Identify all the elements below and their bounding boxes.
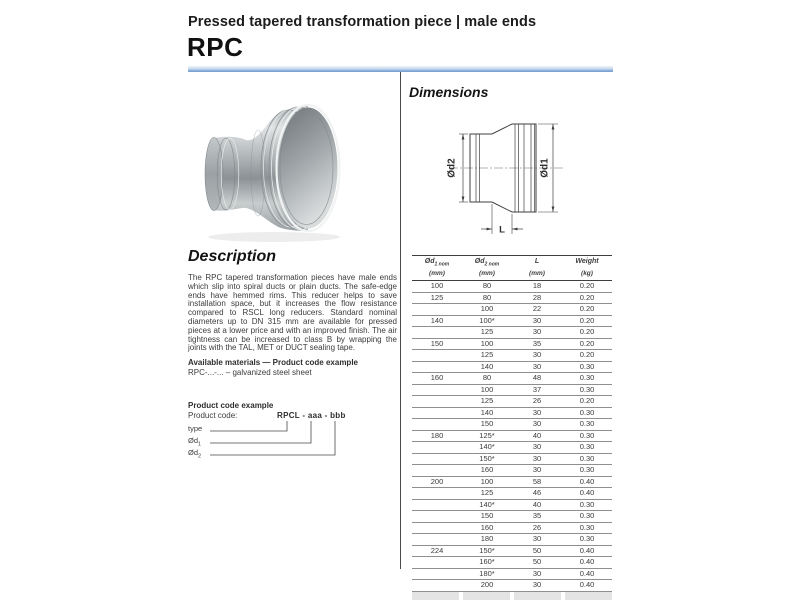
col-header-d1: $Ød_{1 nom}$ [424, 258, 450, 268]
table-row [412, 430, 612, 442]
table-row [412, 545, 612, 557]
table-cell: 0.20 [562, 338, 612, 350]
d2-label: Ød2 [446, 158, 458, 178]
table-row [412, 534, 612, 546]
table-cell: 30 [512, 442, 562, 454]
table-cell [412, 327, 462, 339]
table-cell: 0.30 [562, 442, 612, 454]
next-table-stub [412, 592, 612, 600]
page-subtitle: Pressed tapered transformation piece | male ends [188, 14, 537, 30]
table-cell: 50 [512, 557, 562, 569]
table-cell: 125 [462, 488, 512, 500]
table-row [412, 557, 612, 569]
table-cell: 0.40 [562, 557, 612, 569]
table-cell: 0.40 [562, 488, 612, 500]
table-cell: 180* [462, 568, 512, 580]
table-cell: 140 [462, 407, 512, 419]
table-row [412, 419, 612, 431]
table-cell: 0.30 [562, 534, 612, 546]
table-cell: 0.30 [562, 522, 612, 534]
table-cell: 100 [462, 476, 512, 488]
table-cell: 140* [462, 442, 512, 454]
table-cell: 0.40 [562, 568, 612, 580]
table-cell: 125 [462, 327, 512, 339]
table-cell [412, 384, 462, 396]
table-cell [412, 499, 462, 511]
large-end-opening [279, 108, 338, 229]
table-cell: 0.30 [562, 361, 612, 373]
table-cell: 100 [430, 281, 444, 291]
table-cell: 150 [412, 338, 462, 350]
table-cell: 58 [512, 476, 562, 488]
table-cell [412, 304, 462, 316]
table-cell: 0.20 [562, 396, 612, 408]
table-cell: 100 [462, 338, 512, 350]
dimensions-title: Dimensions [409, 84, 489, 100]
table-row [412, 488, 612, 500]
table-cell: 100 [462, 304, 512, 316]
table-row [412, 350, 612, 362]
table-cell: 125* [462, 430, 512, 442]
col-header-l: L [534, 258, 540, 265]
table-cell [412, 453, 462, 465]
product-code-heading: Product code example [188, 401, 274, 410]
table-row [412, 453, 612, 465]
table-cell: 0.40 [562, 476, 612, 488]
table-cell: 200 [412, 476, 462, 488]
table-cell [412, 361, 462, 373]
table-row [412, 407, 612, 419]
table-cell [412, 488, 462, 500]
table-cell: 0.20 [579, 281, 595, 291]
table-row [412, 304, 612, 316]
dimensions-table-header [412, 256, 612, 281]
table-cell [412, 442, 462, 454]
table-cell [412, 534, 462, 546]
col-unit-d2: (mm) [462, 270, 512, 281]
table-cell: 0.30 [562, 499, 612, 511]
product-photo [196, 96, 361, 244]
table-cell: 30 [512, 580, 562, 592]
table-cell: 160 [412, 373, 462, 385]
table-cell: 150 [462, 511, 512, 523]
table-cell: 100* [462, 315, 512, 327]
table-cell: 80 [462, 292, 512, 304]
table-cell: 140 [462, 361, 512, 373]
col-header-d2: $Ød_{2 nom}$ [474, 258, 500, 268]
table-cell [412, 396, 462, 408]
legend-label-d1: $Ød_1$ [188, 436, 202, 448]
table-cell: 28 [512, 292, 562, 304]
column-divider-line [400, 72, 401, 569]
product-code-diagram [188, 420, 358, 462]
table-cell: 18 [532, 281, 542, 291]
table-cell: 30 [512, 361, 562, 373]
table-cell: 0.30 [562, 453, 612, 465]
d1-label: Ød1 [539, 158, 551, 178]
table-cell: 0.30 [562, 384, 612, 396]
product-code-label: Product code: [188, 411, 238, 420]
table-cell: 100 [462, 384, 512, 396]
table-cell: 30 [512, 315, 562, 327]
materials-line: RPC-...-... – galvanized steel sheet [188, 368, 312, 377]
dimensions-table [412, 255, 612, 592]
table-cell: 150 [462, 419, 512, 431]
materials-heading: Available materials — Product code example [188, 358, 358, 367]
table-cell: 160 [462, 465, 512, 477]
table-row [412, 396, 612, 408]
table-cell: 0.30 [562, 465, 612, 477]
table-cell: 30 [512, 568, 562, 580]
table-cell: 150* [462, 453, 512, 465]
legend-label-type: type [188, 424, 203, 433]
table-cell: 30 [512, 327, 562, 339]
col-unit-d1: (mm) [412, 270, 462, 281]
table-row [412, 522, 612, 534]
table-row [412, 384, 612, 396]
table-cell [412, 465, 462, 477]
table-cell: 0.20 [562, 350, 612, 362]
stub-cell [514, 592, 561, 600]
table-row [412, 338, 612, 350]
table-cell: 30 [512, 407, 562, 419]
drawing-part-outline [470, 124, 536, 212]
table-cell: 35 [512, 511, 562, 523]
table-cell: 150* [462, 545, 512, 557]
table-row [412, 361, 612, 373]
table-cell [412, 557, 462, 569]
table-cell: 0.30 [562, 419, 612, 431]
dimensions-drawing [435, 106, 605, 246]
table-row [412, 476, 612, 488]
col-unit-l: (mm) [512, 270, 562, 281]
table-cell: 46 [512, 488, 562, 500]
legend-label-d2: $Ød_2$ [188, 448, 202, 460]
table-cell: 30 [512, 453, 562, 465]
table-cell: 180 [462, 534, 512, 546]
table-cell: 0.30 [562, 511, 612, 523]
table-cell: 30 [512, 419, 562, 431]
table-row [412, 580, 612, 592]
table-cell: 0.20 [562, 292, 612, 304]
table-cell: 22 [512, 304, 562, 316]
table-cell: 125 [462, 396, 512, 408]
page-title: RPC [187, 32, 244, 62]
table-cell: 125 [462, 350, 512, 362]
table-cell: 48 [512, 373, 562, 385]
description-title: Description [188, 248, 277, 265]
table-cell [412, 419, 462, 431]
table-cell: 40 [512, 499, 562, 511]
table-cell: 80 [482, 281, 492, 291]
table-cell: 125 [412, 292, 462, 304]
table-cell [412, 568, 462, 580]
stub-cell [565, 592, 612, 600]
table-row [412, 499, 612, 511]
dimensions-table-body [412, 281, 612, 592]
table-row [412, 281, 612, 293]
table-row [412, 511, 612, 523]
table-cell [412, 350, 462, 362]
col-unit-weight: (kg) [562, 270, 612, 281]
table-cell: 26 [512, 522, 562, 534]
table-cell: 180 [412, 430, 462, 442]
table-cell: 40 [512, 430, 562, 442]
table-row [412, 442, 612, 454]
table-cell [412, 522, 462, 534]
table-cell: 200 [462, 580, 512, 592]
table-row [412, 568, 612, 580]
table-cell: 140 [412, 315, 462, 327]
table-cell: 0.30 [562, 430, 612, 442]
table-cell: 160* [462, 557, 512, 569]
table-cell: 26 [512, 396, 562, 408]
table-cell [412, 511, 462, 523]
table-row [412, 292, 612, 304]
product-code-value: RPCL - aaa - bbb [277, 411, 346, 420]
table-cell: 35 [512, 338, 562, 350]
table-row [412, 315, 612, 327]
table-row [412, 465, 612, 477]
table-cell: 0.40 [562, 545, 612, 557]
table-cell: 37 [512, 384, 562, 396]
table-cell: 224 [412, 545, 462, 557]
table-cell: 0.40 [562, 580, 612, 592]
table-cell: 80 [462, 373, 512, 385]
table-cell: 0.30 [562, 407, 612, 419]
table-cell: 50 [512, 545, 562, 557]
description-text: The RPC tapered transformation pieces have male ends which slip into spiral ducts or plain ducts. The safe-edge ends have hemmed rims. This reducer helps to save installation space, but it increases the flow resistance compared to RSCL long reducers. Standard nominal diameters up to DN 315 mm are available for pressed pieces at a lower price and with an improved finish. The air tightness can be increased to class B by wrapping the joints with the TAL, MET or DUCT sealing tape. [188, 273, 397, 353]
table-cell: 30 [512, 465, 562, 477]
table-cell: 0.20 [562, 327, 612, 339]
table-cell: 30 [512, 534, 562, 546]
stub-cell [412, 592, 459, 600]
table-row [412, 327, 612, 339]
table-cell: 140* [462, 499, 512, 511]
table-cell: 0.20 [562, 304, 612, 316]
col-header-weight: Weight [575, 258, 599, 265]
photo-shadow [208, 232, 340, 242]
table-cell: 0.30 [562, 373, 612, 385]
stub-cell [463, 592, 510, 600]
table-cell: 160 [462, 522, 512, 534]
table-cell: 30 [512, 350, 562, 362]
table-row [412, 373, 612, 385]
table-cell: 0.20 [562, 315, 612, 327]
table-cell [412, 407, 462, 419]
small-end [205, 138, 223, 211]
table-cell [412, 580, 462, 592]
l-label: L [499, 224, 505, 236]
